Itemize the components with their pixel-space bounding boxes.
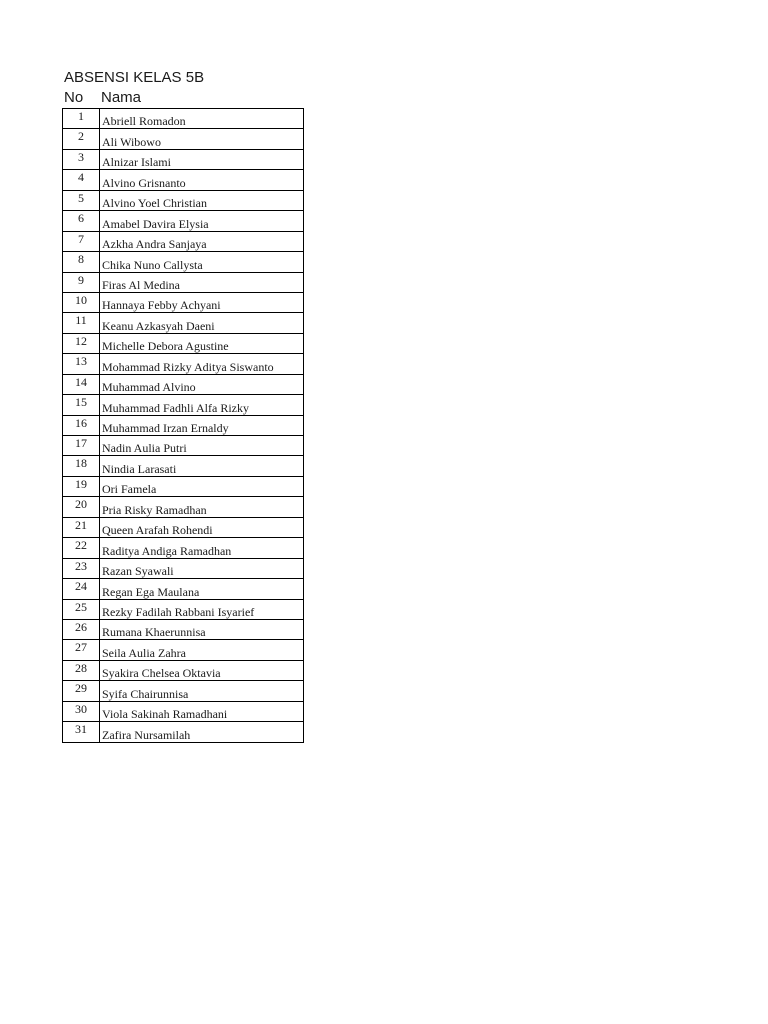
student-name: Pria Risky Ramadhan (100, 497, 304, 517)
student-name: Viola Sakinah Ramadhani (100, 701, 304, 721)
row-number: 24 (63, 579, 100, 599)
column-header-no: No (64, 89, 84, 106)
table-row (63, 640, 304, 660)
table-row (63, 476, 304, 496)
table-row (63, 579, 304, 599)
table-row (63, 538, 304, 558)
row-number: 12 (63, 333, 100, 353)
student-name: Syifa Chairunnisa (100, 681, 304, 701)
table-row (63, 415, 304, 435)
student-name: Rezky Fadilah Rabbani Isyarief (100, 599, 304, 619)
table-row (63, 129, 304, 149)
student-name: Nindia Larasati (100, 456, 304, 476)
row-number: 6 (63, 211, 100, 231)
table-row (63, 374, 304, 394)
table-row (63, 333, 304, 353)
table-row (63, 456, 304, 476)
student-name: Zafira Nursamilah (100, 722, 304, 742)
row-number: 11 (63, 313, 100, 333)
student-name: Azkha Andra Sanjaya (100, 231, 304, 251)
table-row (63, 681, 304, 701)
table-row (63, 722, 304, 742)
row-number: 25 (63, 599, 100, 619)
row-number: 23 (63, 558, 100, 578)
row-number: 26 (63, 619, 100, 639)
student-name: Muhammad Irzan Ernaldy (100, 415, 304, 435)
table-row (63, 272, 304, 292)
student-name: Alvino Grisnanto (100, 170, 304, 190)
row-number: 4 (63, 170, 100, 190)
student-name: Amabel Davira Elysia (100, 211, 304, 231)
student-name: Nadin Aulia Putri (100, 436, 304, 456)
table-row (63, 149, 304, 169)
row-number: 31 (63, 722, 100, 742)
row-number: 21 (63, 517, 100, 537)
table-row (63, 660, 304, 680)
row-number: 19 (63, 476, 100, 496)
table-row (63, 517, 304, 537)
student-name: Abriell Romadon (100, 109, 304, 129)
row-number: 9 (63, 272, 100, 292)
student-name: Razan Syawali (100, 558, 304, 578)
table-row (63, 354, 304, 374)
student-name: Syakira Chelsea Oktavia (100, 660, 304, 680)
student-name: Muhammad Fadhli Alfa Rizky (100, 395, 304, 415)
row-number: 5 (63, 190, 100, 210)
student-name: Keanu Azkasyah Daeni (100, 313, 304, 333)
student-name: Seila Aulia Zahra (100, 640, 304, 660)
student-name: Mohammad Rizky Aditya Siswanto (100, 354, 304, 374)
row-number: 30 (63, 701, 100, 721)
student-name: Regan Ega Maulana (100, 579, 304, 599)
table-row (63, 558, 304, 578)
row-number: 28 (63, 660, 100, 680)
table-row (63, 170, 304, 190)
table-row (63, 252, 304, 272)
column-header-name: Nama (101, 89, 142, 106)
row-number: 18 (63, 456, 100, 476)
student-name: Raditya Andiga Ramadhan (100, 538, 304, 558)
attendance-table-body (63, 109, 304, 743)
table-row (63, 701, 304, 721)
table-row (63, 109, 304, 129)
row-number: 8 (63, 252, 100, 272)
row-number: 1 (63, 109, 100, 129)
student-name: Chika Nuno Callysta (100, 252, 304, 272)
student-name: Firas Al Medina (100, 272, 304, 292)
student-name: Ori Famela (100, 476, 304, 496)
student-name: Muhammad Alvino (100, 374, 304, 394)
row-number: 22 (63, 538, 100, 558)
row-number: 2 (63, 129, 100, 149)
table-row (63, 292, 304, 312)
table-row (63, 599, 304, 619)
row-number: 10 (63, 292, 100, 312)
row-number: 20 (63, 497, 100, 517)
row-number: 17 (63, 436, 100, 456)
table-row (63, 313, 304, 333)
table-row (63, 211, 304, 231)
table-row (63, 190, 304, 210)
attendance-table (62, 108, 304, 743)
student-name: Alnizar Islami (100, 149, 304, 169)
student-name: Queen Arafah Rohendi (100, 517, 304, 537)
row-number: 13 (63, 354, 100, 374)
row-number: 16 (63, 415, 100, 435)
table-row (63, 436, 304, 456)
student-name: Ali Wibowo (100, 129, 304, 149)
table-row (63, 395, 304, 415)
row-number: 27 (63, 640, 100, 660)
student-name: Rumana Khaerunnisa (100, 619, 304, 639)
table-row (63, 497, 304, 517)
table-row (63, 619, 304, 639)
student-name: Hannaya Febby Achyani (100, 292, 304, 312)
row-number: 15 (63, 395, 100, 415)
row-number: 3 (63, 149, 100, 169)
student-name: Michelle Debora Agustine (100, 333, 304, 353)
row-number: 14 (63, 374, 100, 394)
student-name: Alvino Yoel Christian (100, 190, 304, 210)
table-row (63, 231, 304, 251)
page-title: ABSENSI KELAS 5B (64, 69, 205, 86)
row-number: 29 (63, 681, 100, 701)
row-number: 7 (63, 231, 100, 251)
